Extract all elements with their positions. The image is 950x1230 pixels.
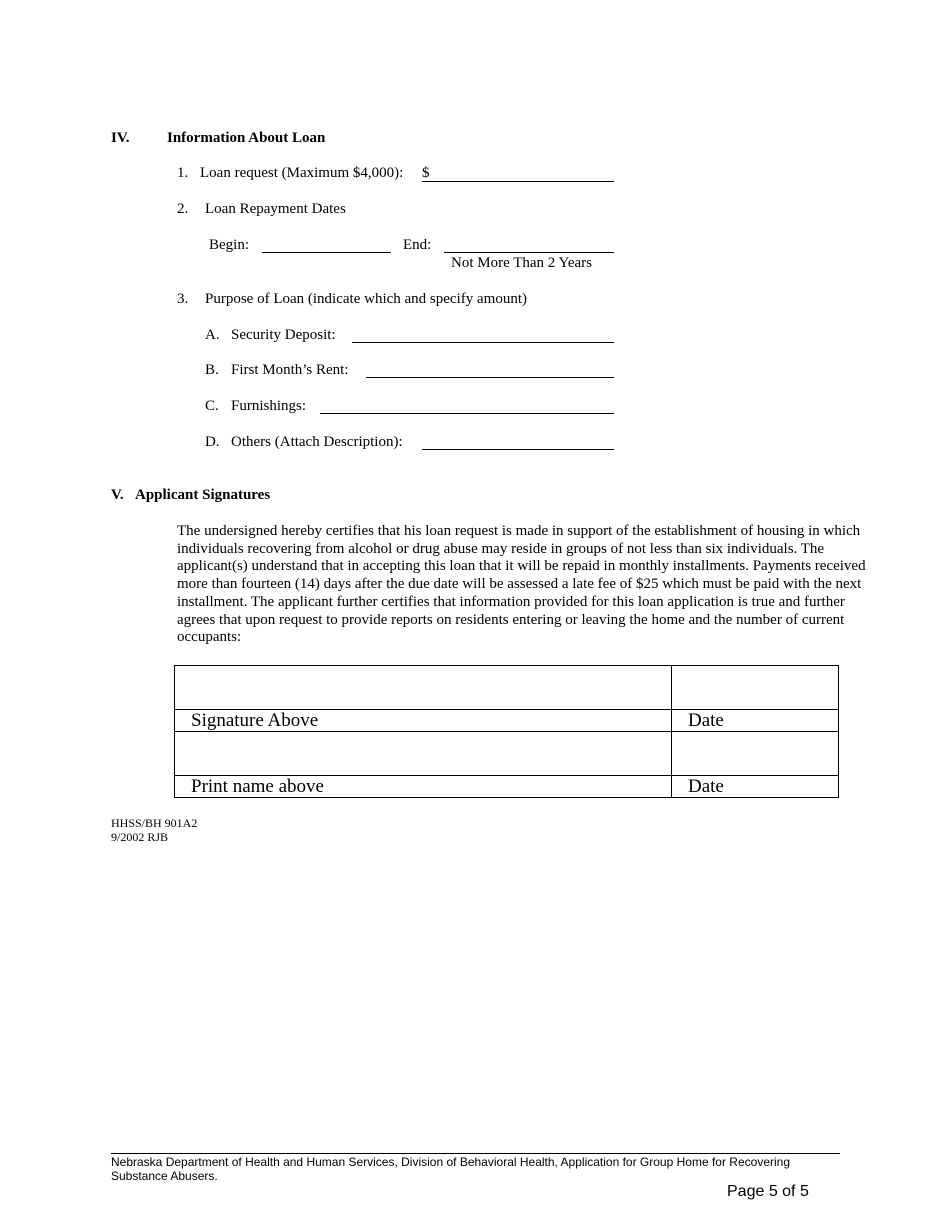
end-date-note: Not More Than 2 Years	[451, 255, 592, 271]
item2-number: 2.	[177, 201, 189, 217]
currency-symbol: $	[422, 165, 430, 181]
end-label: End:	[403, 237, 432, 253]
item1-number: 1.	[177, 165, 189, 181]
subitem-a-letter: A.	[205, 327, 220, 343]
security-deposit-label: Security Deposit:	[231, 327, 336, 343]
signature-date-field[interactable]	[672, 666, 839, 710]
purpose-label: Purpose of Loan (indicate which and specify amount)	[205, 291, 527, 307]
furnishings-field[interactable]	[320, 413, 614, 414]
signature-date-label: Date	[672, 710, 839, 732]
form-id: HHSS/BH 901A2	[111, 816, 198, 830]
repayment-dates-label: Loan Repayment Dates	[205, 201, 346, 217]
section-iv-numeral: IV.	[111, 130, 130, 146]
section-iv-title: Information About Loan	[167, 130, 326, 146]
section-v-numeral: V.	[111, 487, 124, 503]
subitem-b-letter: B.	[205, 362, 219, 378]
signature-label: Signature Above	[175, 710, 672, 732]
page-number: Page 5 of 5	[727, 1183, 809, 1200]
print-name-label: Print name above	[175, 776, 672, 798]
first-month-rent-label: First Month’s Rent:	[231, 362, 349, 378]
subitem-c-letter: C.	[205, 398, 219, 414]
item3-number: 3.	[177, 291, 189, 307]
section-v-title: Applicant Signatures	[135, 487, 271, 503]
print-name-date-label: Date	[672, 776, 839, 798]
signature-field[interactable]	[175, 666, 672, 710]
footer-text: Nebraska Department of Health and Human Services, Division of Behavioral Health, Application for Group Home for Recovering Substance Abusers.	[111, 1155, 790, 1183]
first-month-rent-field[interactable]	[366, 377, 614, 378]
print-name-date-field[interactable]	[672, 732, 839, 776]
furnishings-label: Furnishings:	[231, 398, 307, 414]
begin-label: Begin:	[209, 237, 249, 253]
others-field[interactable]	[422, 449, 614, 450]
certification-paragraph: The undersigned hereby certifies that his loan request is made in support of the establishment of housing in which individuals recovering from alcohol or drug abuse may reside in groups of not less than six individuals. The applicant(s) understand that in accepting this loan that it will be repaid in monthly installments. Payments received more than fourteen (14) days after the due date will be assessed a late fee of $25 which must be paid with the next installment. The applicant further certifies that information provided for this loan application is true and further agrees that upon request to provide reports on residents entering or leaving the home and the number of current occupants:	[177, 523, 866, 646]
security-deposit-field[interactable]	[352, 342, 614, 343]
signature-table	[174, 665, 839, 798]
begin-date-field[interactable]	[262, 252, 391, 253]
print-name-field[interactable]	[175, 732, 672, 776]
others-label: Others (Attach Description):	[231, 434, 403, 450]
form-date: 9/2002 RJB	[111, 830, 169, 844]
subitem-d-letter: D.	[205, 434, 220, 450]
loan-request-label: Loan request (Maximum $4,000):	[200, 165, 404, 181]
end-date-field[interactable]	[444, 252, 614, 253]
footer-rule	[111, 1153, 840, 1154]
loan-amount-field[interactable]	[422, 181, 614, 182]
